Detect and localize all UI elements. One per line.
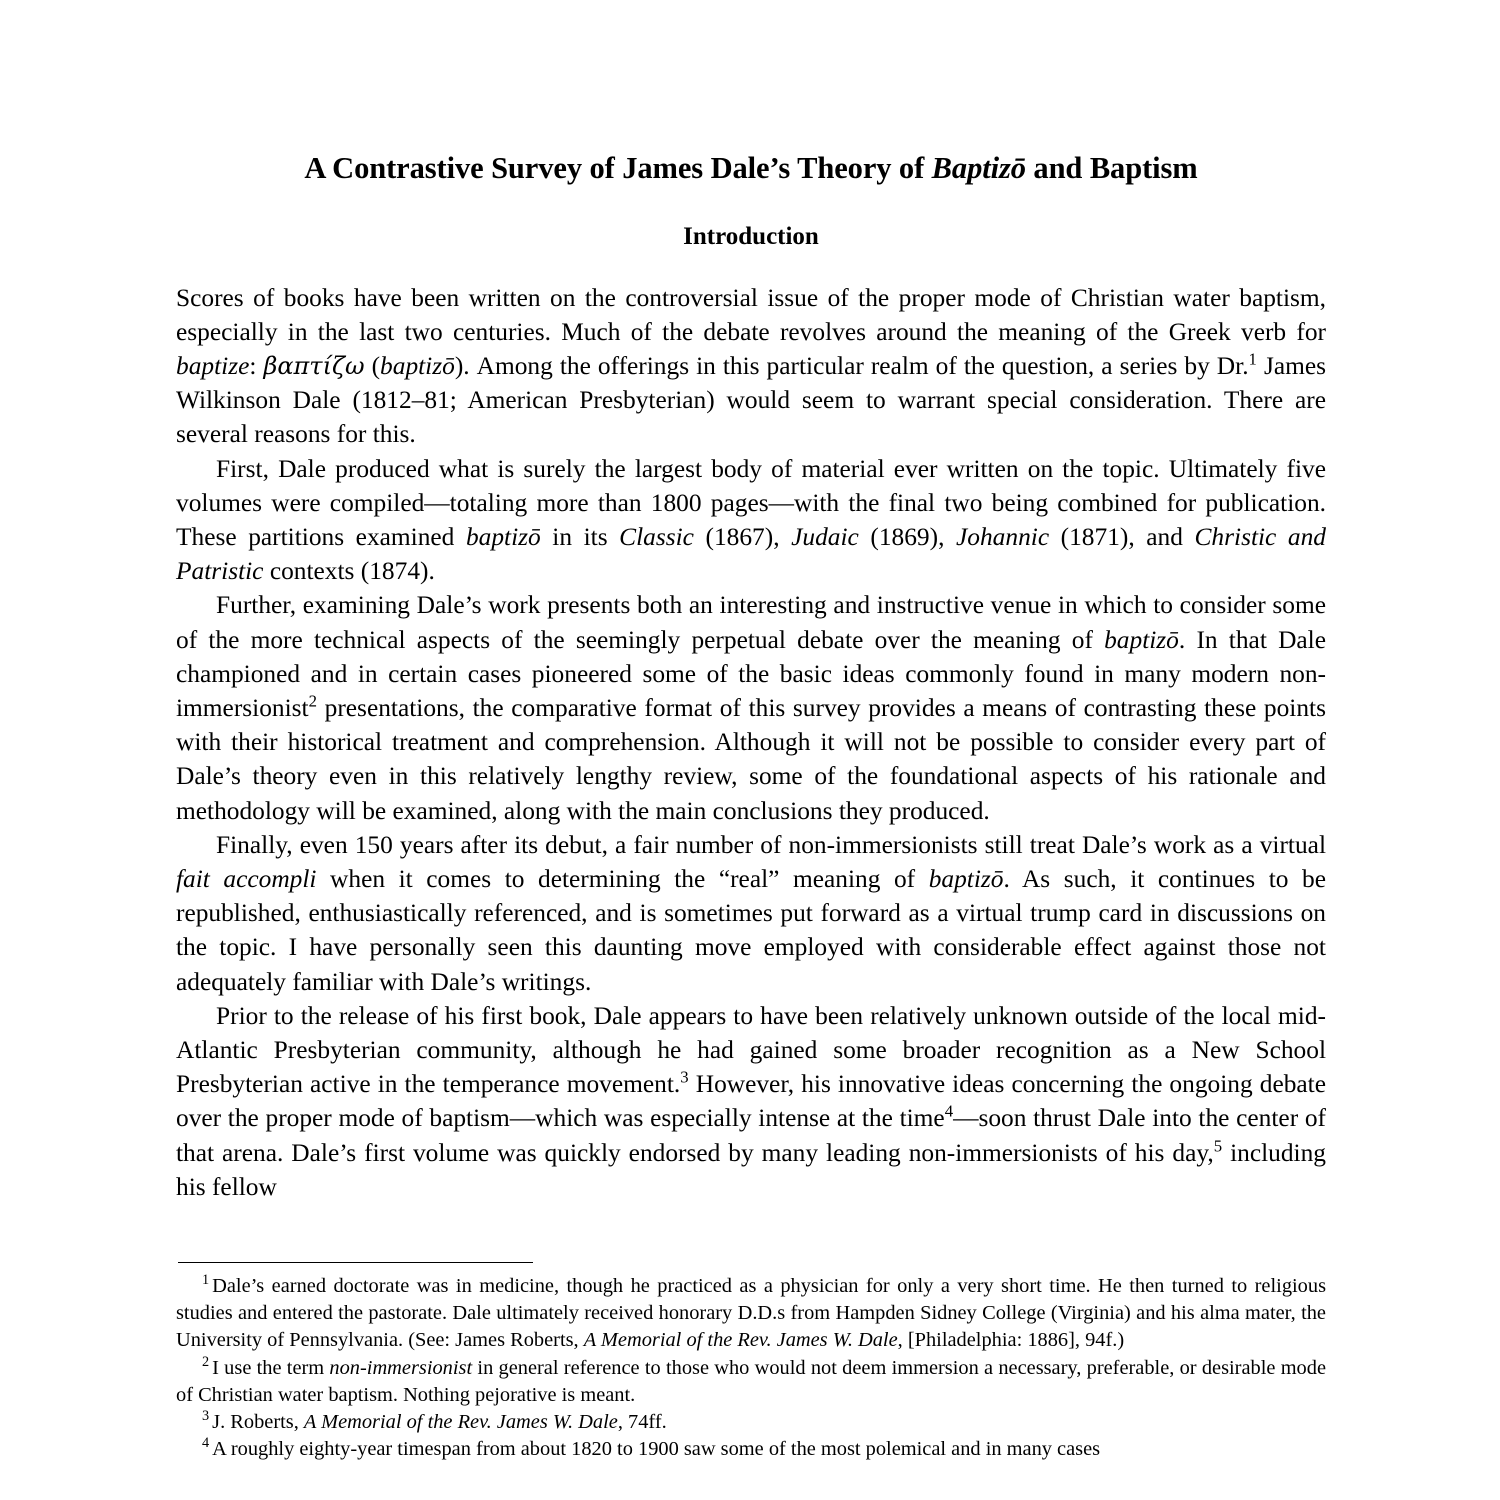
paragraph-3: Further, examining Dale’s work presents both an interesting and instructive venue in which to consider some of the more technical aspects of the seemingly perpetual debate over the meaning of baptizō. In that Dale championed and in certain cases pioneered some of the basic ideas commonly found in many modern non-immersionist$^2$ presentations, the comparative format of this survey provides a means of contrasting these points with their historical treatment and comprehension. Although it will not be possible to consider every part of Dale’s theory even in this relatively lengthy review, some of the foundational aspects of his rationale and methodology will be examined, along with the main conclusions they produced. <box>176 591 1327 825</box>
section-heading-introduction: Introduction <box>683 222 819 250</box>
footnote-ref-4[interactable]: 4 <box>944 1101 954 1121</box>
footnote-ref-5[interactable]: 5 <box>1213 1136 1223 1156</box>
footnote-1: $^1$ Dale’s earned doctorate was in medicine, though he practiced as a physician for only a very short time. He then turned to religious studies and entered the pastorate. Dale ultimately received honorary D.D.s from Hampden Sidney College (Virginia) and his alma mater, the University of Pennsylvania. (See: James Roberts, A Memorial of the Rev. James W. Dale, [Philadelphia: 1886], 94f.) <box>176 1272 1326 1352</box>
footnote-number-1: 1 <box>202 1272 210 1289</box>
page-title-part-1: A Contrastive Survey of James Dale’s Theory of <box>304 151 932 185</box>
page-content <box>176 0 1326 1204</box>
paragraph-2: First, Dale produced what is surely the largest body of material ever written on the topic. Ultimately five volumes were compiled—totaling more than 1800 pages—with the final two being combined for publication. These partitions examined baptizō in its Classic (1867), Judaic (1869), Johannic (1871), and Christic and Patristic contexts (1874). <box>176 454 1326 586</box>
paragraph-5: Prior to the release of his first book, Dale appears to have been relatively unknown outside of the local mid-Atlantic Presbyterian community, although he had gained some broader recognition as a New School Presbyterian active in the temperance movement.$^3$ However, his innovative ideas concerning the ongoing debate over the proper mode of baptism—which was especially intense at the time$^4$—soon thrust Dale into the center of that arena. Dale’s first volume was quickly endorsed by many leading non-immersionists of his day,$^5$ including his fellow <box>176 1001 1326 1201</box>
footnote-number-3: 3 <box>202 1408 210 1425</box>
footnote-separator-rule <box>178 1262 533 1263</box>
page-title-part-3: and Baptism <box>1025 151 1198 185</box>
footnote-ref-3[interactable]: 3 <box>680 1067 689 1087</box>
paragraph-1: Scores of books have been written on the controversial issue of the proper mode of Christian water baptism, especially in the last two centuries. Much of the debate revolves around the meaning of the Greek verb for baptize: βαπτίζω (baptizō). Among the offerings in this particular realm of the question, a series by Dr.$^1$ James Wilkinson Dale (1812–81; American Presbyterian) would seem to warrant special consideration. There are several reasons for this. <box>176 283 1326 449</box>
footnote-4: $^4$ A roughly eighty-year timespan from about 1820 to 1900 saw some of the most polemical and in many cases <box>202 1435 1101 1461</box>
footnote-ref-2[interactable]: 2 <box>308 691 317 711</box>
footnotes-section <box>176 1262 1326 1500</box>
footnote-number-4: 4 <box>202 1435 210 1452</box>
footnote-2: $^2$ I use the term non-immersionist in general reference to those who would not deem immersion a necessary, preferable, or desirable mode of Christian water baptism. Nothing pejorative is meant. <box>176 1353 1326 1406</box>
page-title-part-2-italic: Baptizō <box>931 151 1026 185</box>
body-text <box>176 251 1326 1204</box>
paragraph-4: Finally, even 150 years after its debut, a fair number of non-immersionists still treat Dale’s work as a virtual fait accompli when it comes to determining the “real” meaning of baptizō. As such, it continues to be republished, enthusiastically referenced, and is sometimes put forward as a virtual trump card in discussions on the topic. I have personally seen this daunting move employed with considerable effect against those not adequately familiar with Dale’s writings. <box>176 830 1327 996</box>
page-title <box>176 0 1326 186</box>
footnote-3: $^3$ J. Roberts, A Memorial of the Rev. James W. Dale, 74ff. <box>202 1408 667 1434</box>
footnote-number-2: 2 <box>202 1353 210 1370</box>
footnote-ref-1[interactable]: 1 <box>1248 349 1257 369</box>
